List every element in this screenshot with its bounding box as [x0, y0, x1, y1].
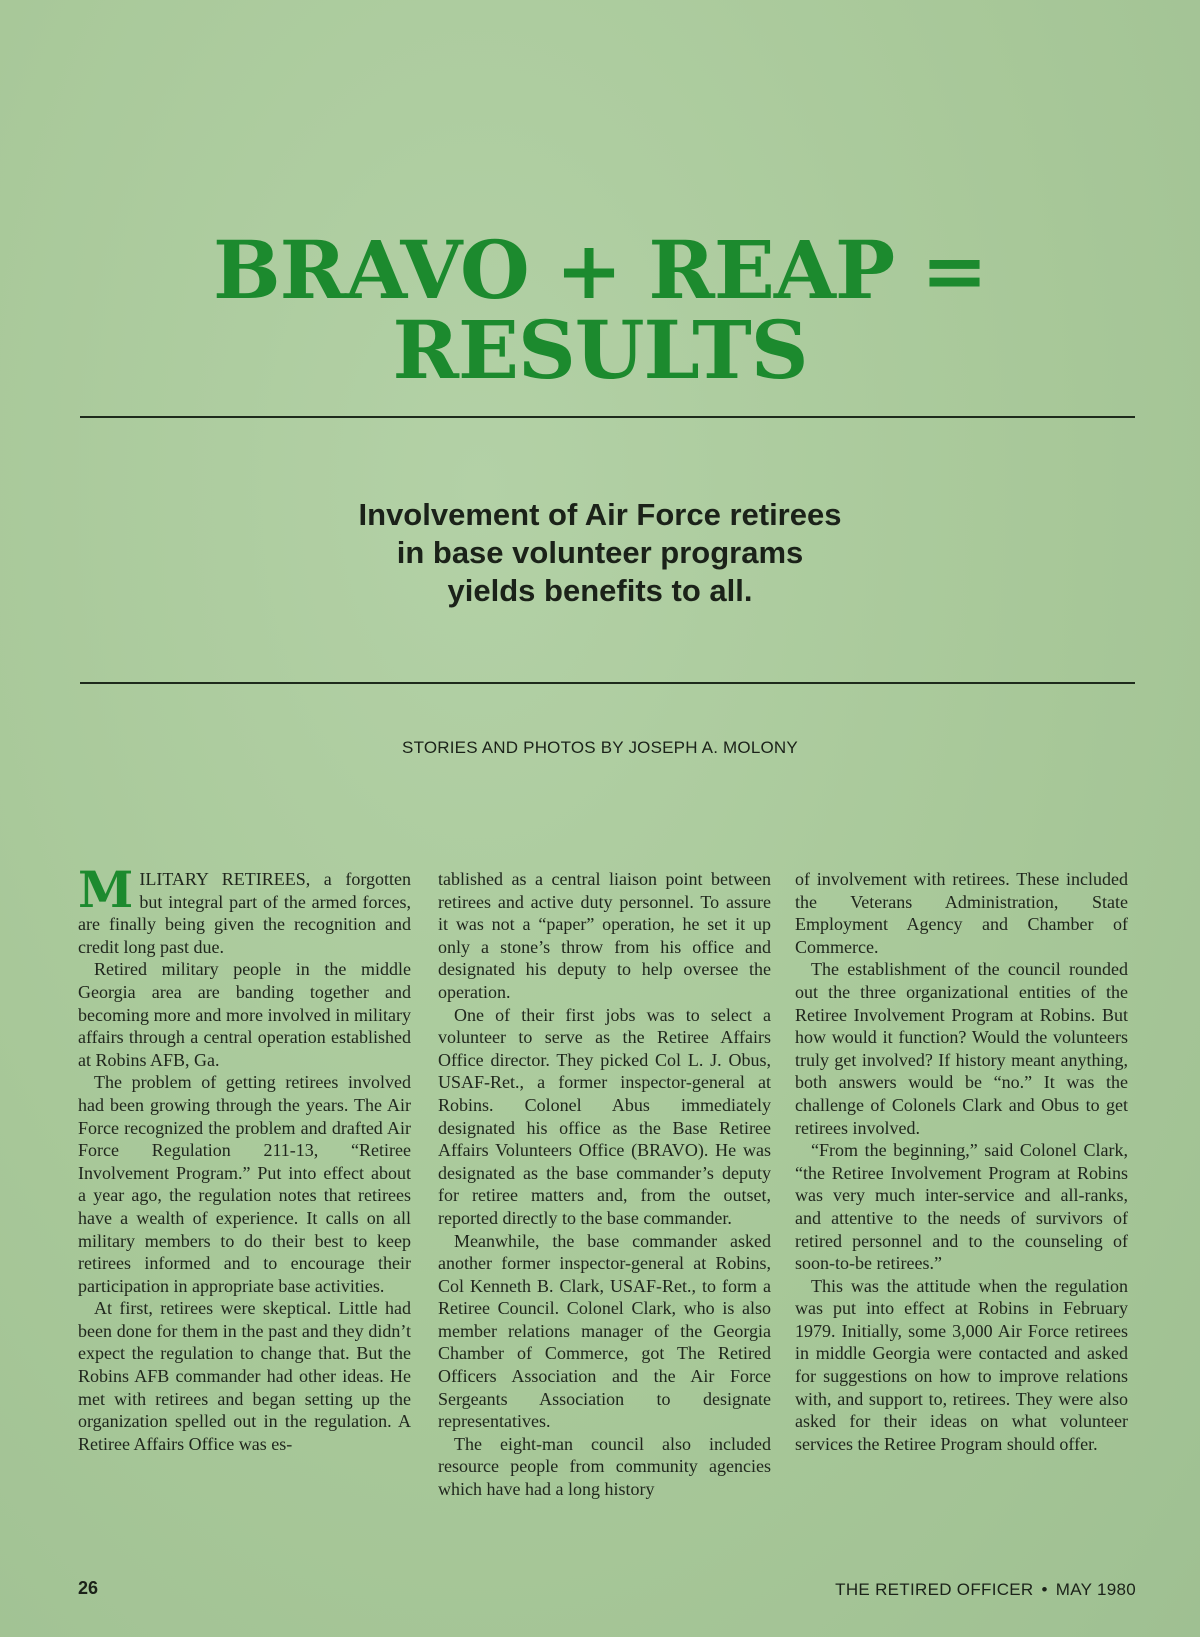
running-footer	[835, 1580, 1136, 1600]
top-rule	[80, 416, 1135, 418]
paragraph: At first, retirees were skeptical. Little had been done for them in the past and they didn’t expect the regulation to change that. But the Robins AFB commander had other ideas. He met with retirees and began setting up the organization spelled out in the regulation. A Retiree Affairs Office was es-	[78, 1298, 411, 1454]
paragraph: This was the attitude when the regulation was put into effect at Robins in February 1979. Initially, some 3,000 Air Force retirees in middle Georgia were contacted and asked for suggestions on how to improve relations with, and support to, retirees. They were also asked for their ideas on what volunteer services the Retiree Program should offer.	[795, 1275, 1128, 1454]
article-column-3	[795, 868, 1128, 1455]
article-column-1	[78, 860, 411, 1455]
paragraph: Retired military people in the middle Georgia area are banding together and becoming more and more involved in military affairs through a central operation established at Robins AFB, Ga.	[78, 959, 411, 1070]
paragraph: “From the beginning,” said Colonel Clark, “the Retiree Involvement Program at Robins was very much inter-service and all-ranks, and attentive to the needs of survivors of retired personnel and to the counseling of soon-to-be retirees.”	[795, 1140, 1128, 1274]
paragraph: tablished as a central liaison point between retirees and active duty personnel. To assure it was not a “paper” operation, he set it up only a stone’s throw from his office and designated his deputy to help oversee the operation.	[438, 869, 771, 1002]
article-column-2	[438, 868, 771, 1501]
paragraph: The problem of getting retirees involved had been growing through the years. The Air Force recognized the problem and drafted Air Force Regulation 211-13, “Retiree Involvement Program.” Put into effect about a year ago, the regulation notes that retirees have a wealth of experience. It calls on all military members to do their best to keep retirees informed and to encourage their participation in appropriate base activities.	[78, 1072, 411, 1296]
paragraph: The eight-man council also included resource people from community agencies which have had a long history	[438, 1433, 771, 1500]
page-number: 26	[78, 1578, 99, 1598]
paragraph: One of their first jobs was to select a volunteer to serve as the Retiree Affairs Office director. They picked Col L. J. Obus, USAF-Ret., a former inspector-general at Robins. Colonel Abus immediately designated his office as the Base Retiree Affairs Volunteers Office (BRAVO). He was designated as the base commander’s deputy for retiree matters and, from the outset, reported directly to the base commander.	[438, 1004, 771, 1228]
paragraph: of involvement with retirees. These included the Veterans Administration, State Employment Agency and Chamber of Commerce.	[795, 869, 1128, 957]
bullet-separator: •	[1041, 1580, 1048, 1599]
paragraph: Meanwhile, the base commander asked another former inspector-general at Robins, Col Kenneth B. Clark, USAF-Ret., to form a Retiree Council. Colonel Clark, who is also member relations manager of the Georgia Chamber of Commerce, got The Retired Officers Association and the Air Force Sergeants Association to designate representatives.	[438, 1230, 771, 1432]
bottom-rule	[80, 682, 1135, 684]
deck	[0, 496, 1200, 610]
byline: STORIES AND PHOTOS BY JOSEPH A. MOLONY	[402, 738, 798, 757]
deck-line-1: Involvement of Air Force retirees	[358, 497, 842, 532]
paragraph: The establishment of the council rounded out the three organizational entities of the Retiree Involvement Program at Robins. But how would it function? Would the volunteers truly get involved? If history meant anything, both answers would be “no.” It was the challenge of Colonels Clark and Obus to get retirees involved.	[795, 959, 1128, 1138]
paragraph-text: ILITARY RETIREES, a forgotten but integral part of the armed forces, are finally being given the recognition and credit long past due.	[78, 869, 411, 957]
headline: BRAVO + REAP = RESULTS	[212, 223, 987, 397]
drop-cap: M	[78, 860, 134, 919]
issue-date: MAY 1980	[1055, 1580, 1136, 1599]
publication-name: THE RETIRED OFFICER	[835, 1580, 1034, 1599]
paragraph	[78, 860, 411, 958]
deck-line-3: yields benefits to all.	[447, 573, 753, 608]
deck-line-2: in base volunteer programs	[396, 535, 804, 570]
